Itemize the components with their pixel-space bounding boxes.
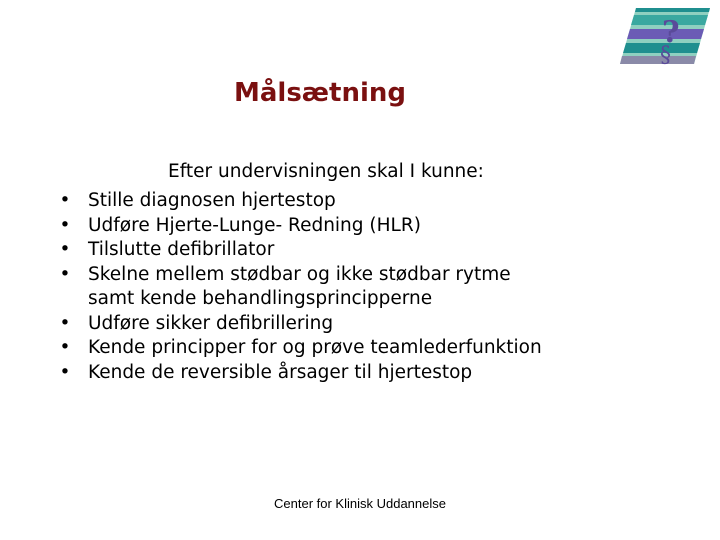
bullet-icon: • [59,239,71,260]
list-item-text: Kende de reversible årsager til hjertestop [88,361,473,383]
bullet-icon: • [59,337,71,358]
list-item-text: Tilslutte defibrillator [88,239,275,260]
list-item-text: Skelne mellem stødbar og ikke stødbar rytme [88,263,511,285]
bullet-icon: • [59,190,71,211]
intro-text: Efter undervisningen skal I kunne: [168,161,484,182]
bullet-icon: • [59,214,71,236]
bullet-icon: • [59,312,71,334]
list-item [58,361,542,386]
list-item [58,189,542,214]
svg-text:?: ? [662,15,680,50]
footer-text: Center for Klinisk Uddannelse [274,496,446,511]
bullet-icon: • [59,263,71,285]
list-item [58,336,542,361]
bullet-icon: • [59,361,71,383]
list-item [58,214,542,239]
list-item-continuation: samt kende behandlingsprincipperne [88,288,433,309]
list-item-text: Udføre Hjerte-Lunge- Redning (HLR) [88,214,421,236]
list-item [58,312,542,337]
footer [0,496,720,511]
list-item-text: Stille diagnosen hjertestop [88,190,336,211]
list-item-text: Kende principper for og prøve teamlederfunktion [88,337,542,358]
slide-title: Målsætning [234,78,407,108]
objectives-list [58,189,542,385]
svg-text:§: § [660,43,671,66]
caduceus-logo-icon [614,6,714,66]
list-item [58,238,542,263]
list-item-text: Udføre sikker defibrillering [88,312,334,334]
list-item [58,263,542,312]
